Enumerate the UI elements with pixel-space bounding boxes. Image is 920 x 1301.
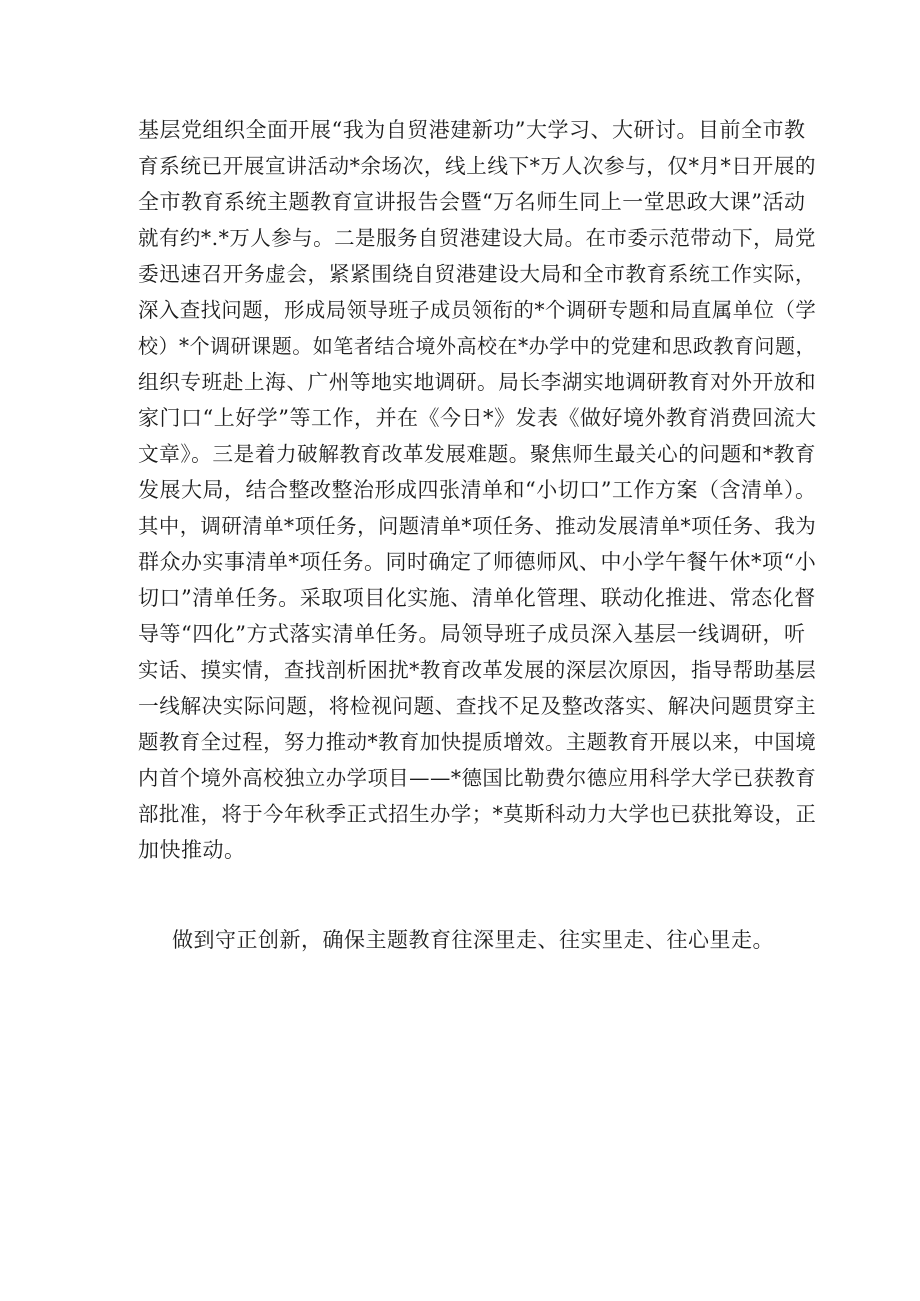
paragraph-1	[138, 112, 818, 868]
text-line: 切口”清单任务。采取项目化实施、清单化管理、联动化推进、常态化督	[138, 586, 816, 610]
text-line: 其中，调研清单*项任务，问题清单*项任务、推动发展清单*项任务、我为	[138, 514, 817, 538]
text-line: 文章》。三是着力破解教育改革发展难题。聚焦师生最关心的问题和*教育	[138, 442, 816, 466]
text-line: 育系统已开展宣讲活动*余场次，线上线下*万人次参与，仅*月*日开展的	[138, 154, 817, 178]
text-line: 一线解决实际问题，将检视问题、查找不足及整改落实、解决问题贯穿主	[138, 694, 817, 718]
text-line: 内首个境外高校独立办学项目——*德国比勒费尔德应用科学大学已获教育	[138, 766, 817, 790]
document-body	[138, 112, 818, 958]
text-line: 家门口“上好学”等工作，并在《今日*》发表《做好境外教育消费回流大	[138, 406, 817, 430]
text-line: 部批准，将于今年秋季正式招生办学；*莫斯科动力大学也已获批筹设，正	[138, 802, 817, 826]
text-line: 加快推动。	[138, 838, 246, 862]
text-line: 校）*个调研课题。如笔者结合境外高校在*办学中的党建和思政教育问题，	[138, 334, 817, 358]
text-line: 全市教育系统主题教育宣讲报告会暨“万名师生同上一堂思政大课”活动	[138, 190, 806, 214]
text-line: 群众办实事清单*项任务。同时确定了师德师风、中小学午餐午休*项“小	[138, 550, 817, 574]
text-line: 深入查找问题，形成局领导班子成员领衔的*个调研专题和局直属单位（学	[138, 298, 817, 322]
text-line: 组织专班赴上海、广州等地实地调研。局长李湖实地调研教育对外开放和	[138, 370, 817, 394]
text-line: 委迅速召开务虚会，紧紧围绕自贸港建设大局和全市教育系统工作实际，	[138, 262, 817, 286]
text-line: 做到守正创新，确保主题教育往深里走、往实里走、往心里走。	[172, 928, 774, 952]
text-line: 发展大局，结合整改整治形成四张清单和“小切口”工作方案（含清单）。	[138, 478, 817, 502]
text-line: 导等“四化”方式落实清单任务。局领导班子成员深入基层一线调研，听	[138, 622, 806, 646]
paragraph-spacer	[138, 868, 818, 922]
paragraph-2	[138, 922, 818, 958]
text-line: 基层党组织全面开展“我为自贸港建新功”大学习、大研讨。目前全市教	[138, 118, 806, 142]
text-line: 就有约*.*万人参与。二是服务自贸港建设大局。在市委示范带动下，局党	[138, 226, 817, 250]
text-line: 实话、摸实情，查找剖析困扰*教育改革发展的深层次原因，指导帮助基层	[138, 658, 817, 682]
text-line: 题教育全过程，努力推动*教育加快提质增效。主题教育开展以来，中国境	[138, 730, 817, 754]
